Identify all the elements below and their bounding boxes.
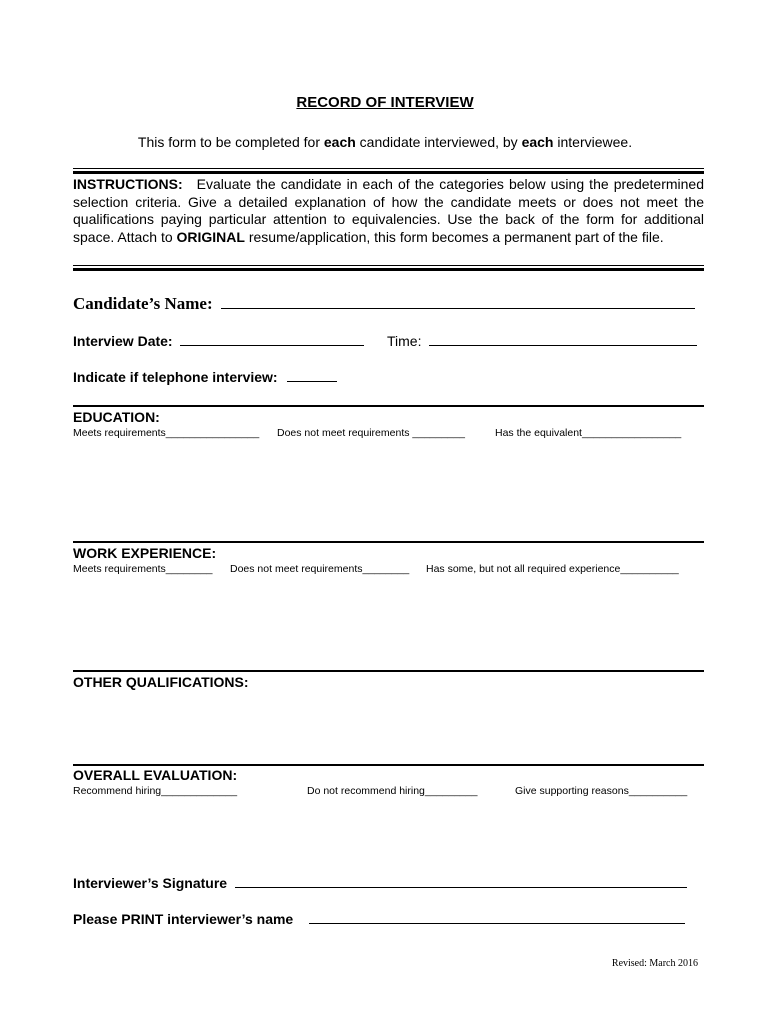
divider-instructions (73, 265, 704, 271)
divider-education (73, 405, 704, 407)
candidate-name-row (73, 294, 704, 314)
other-qualifications-heading: OTHER QUALIFICATIONS: (73, 674, 249, 690)
work-not-meet-option[interactable]: Does not meet requirements________ (230, 563, 410, 575)
telephone-label: Indicate if telephone interview: (73, 369, 278, 385)
education-heading: EDUCATION: (73, 409, 160, 425)
education-not-meet-option[interactable]: Does not meet requirements _________ (277, 427, 465, 439)
interview-date-row (73, 333, 364, 349)
time-field[interactable] (429, 345, 697, 346)
interview-date-label: Interview Date: (73, 333, 173, 349)
page-title: RECORD OF INTERVIEW (296, 94, 474, 111)
education-equivalent-option[interactable]: Has the equivalent_________________ (495, 427, 682, 439)
revision-note: Revised: March 2016 (611, 958, 698, 969)
instructions-block: INSTRUCTIONS: Evaluate the candidate in each of the categories below using the predetermined selection criteria. Give a detailed explanation of how the candidate meets or does not meet the qualifications paying particular attention to equivalencies. Use the back of the form for additional space. Attach to ORIGINAL resume/application, this form becomes a permanent part of the file. (73, 176, 704, 245)
overall-evaluation-heading: OVERALL EVALUATION: (73, 767, 238, 783)
supporting-reasons-option[interactable]: Give supporting reasons__________ (515, 785, 688, 797)
print-name-row (73, 911, 685, 927)
divider-overall (73, 764, 704, 766)
time-label: Time: (387, 333, 422, 349)
telephone-row (73, 369, 337, 385)
form-subtitle: This form to be completed for each candidate interviewed, by each interviewee. (137, 134, 633, 150)
work-partial-option[interactable]: Has some, but not all required experience__________ (426, 563, 679, 575)
divider-top (73, 168, 704, 174)
time-row (387, 333, 697, 349)
candidate-name-label: Candidate’s Name: (73, 294, 213, 313)
interview-date-field[interactable] (180, 345, 364, 346)
print-name-label: Please PRINT interviewer’s name (73, 911, 294, 927)
divider-other (73, 670, 704, 672)
not-recommend-option[interactable]: Do not recommend hiring_________ (307, 785, 478, 797)
recommend-hiring-option[interactable]: Recommend hiring_____________ (73, 785, 238, 797)
signature-row (73, 875, 687, 891)
print-name-field[interactable] (309, 923, 685, 924)
work-experience-heading: WORK EXPERIENCE: (73, 545, 217, 561)
education-meets-option[interactable]: Meets requirements________________ (73, 427, 260, 439)
signature-field[interactable] (235, 887, 687, 888)
work-meets-option[interactable]: Meets requirements________ (73, 563, 213, 575)
telephone-field[interactable] (287, 381, 337, 382)
candidate-name-field[interactable] (221, 308, 695, 309)
signature-label: Interviewer’s Signature (73, 875, 228, 891)
instructions-label: INSTRUCTIONS: (73, 176, 183, 192)
divider-work (73, 541, 704, 543)
